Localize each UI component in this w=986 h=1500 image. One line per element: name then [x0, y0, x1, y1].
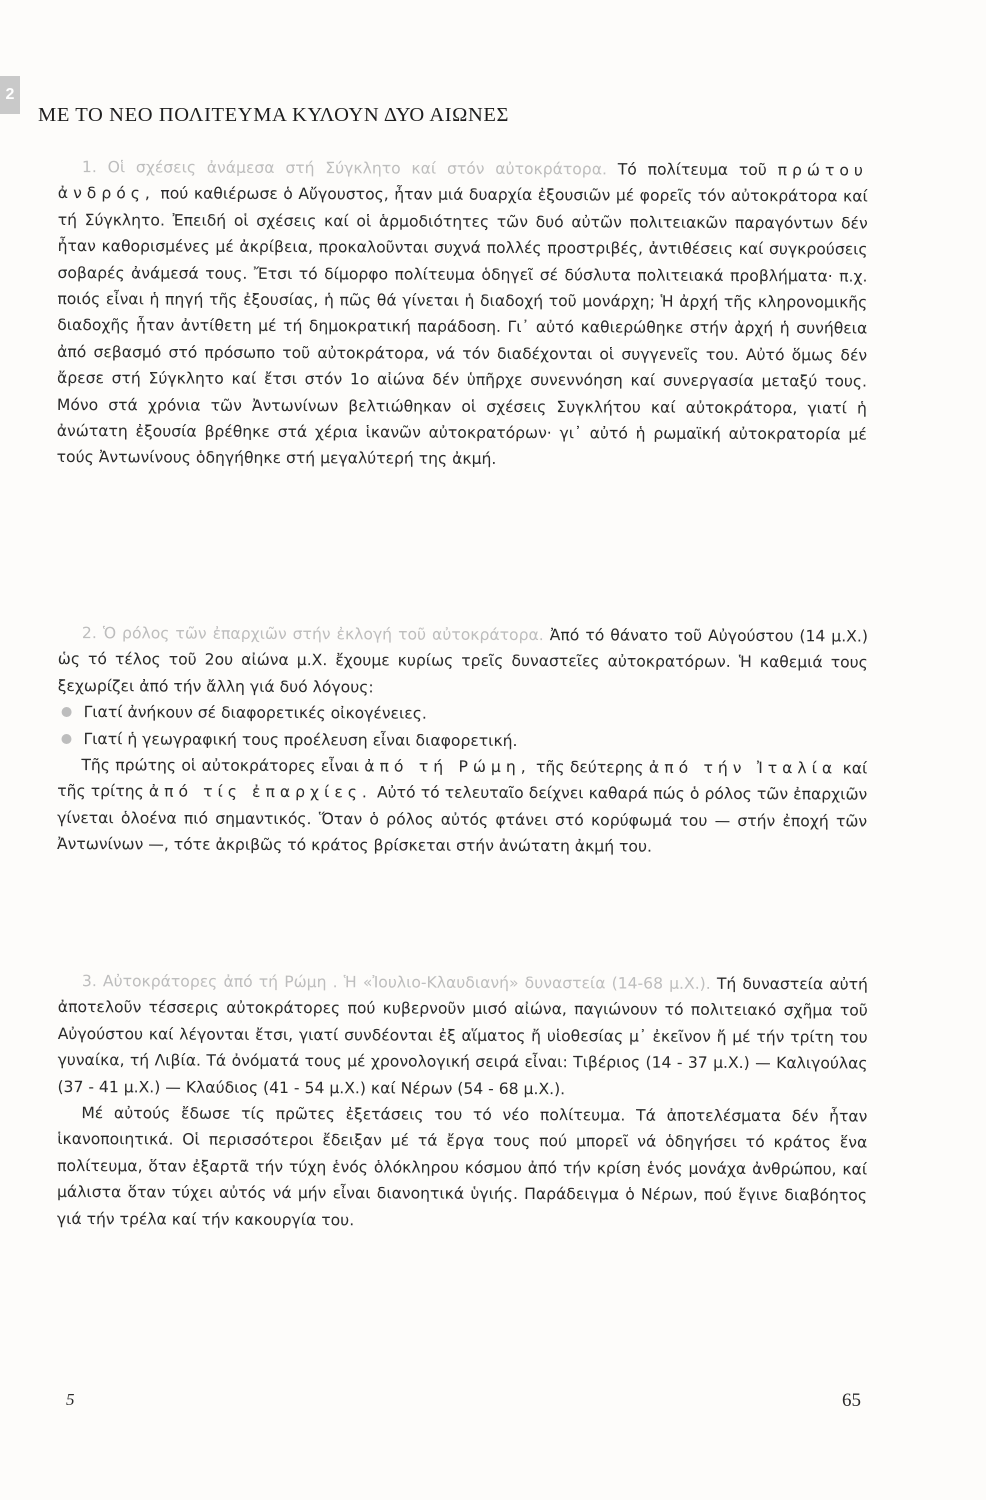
list-item-text: Γιατί ἀνήκουν σέ διαφορετικές οἰκογένειες. [83, 703, 427, 723]
list-item [58, 699, 868, 729]
section-3-paragraph-1 [57, 968, 868, 1104]
chapter-number-tab [0, 76, 20, 114]
section-1-paragraph [57, 154, 868, 474]
section-1 [57, 154, 868, 474]
section-2-heading: 2. Ὁ ρόλος τῶν ἐπαρχιῶν στήν ἐκλογή τοῦ αὐτοκράτορα. [81, 624, 544, 645]
chapter-number: 2 [5, 86, 15, 103]
section-1-heading: 1. Οἱ σχέσεις ἀνάμεσα στή Σύγκλητο καί στόν αὐτοκράτορα. [81, 158, 608, 179]
section-3 [57, 968, 868, 1236]
text-run: Αὐτό τό τελευταῖο δείχνει καθαρά πώς ὁ ρόλος τῶν ἐπαρχιῶν γίνεται ὁλοένα πιό σημαντικός. Ὅταν ὁ ρόλος αὐτός φτάνει στό κορύφωμά του — στήν ἐποχή τῶν Ἀντωνίνων —, τότε ἀκριβῶς τό κράτος βρίσκεται στήν ἀνώτατη ἀκμή του. [56, 783, 868, 856]
list-item-text: Γιατί ἡ γεωγραφική τους προέλευση εἶναι διαφορετική. [83, 729, 518, 750]
section-2-paragraph-1 [58, 620, 868, 703]
section-3-heading: 3. Αὐτοκράτορες ἀπό τή Ρώμη . Ἡ «Ἰουλιο-Κλαυδιανή» δυναστεία (14-68 μ.Χ.). [81, 972, 711, 993]
chapter-title: ΜΕ ΤΟ ΝΕΟ ΠΟΛΙΤΕΥΜΑ ΚΥΛΟΥΝ ΔΥΟ ΑΙΩΝΕΣ [38, 104, 510, 126]
section-3-paragraph-2: Μέ αὐτούς ἔδωσε τίς πρῶτες ἐξετάσεις του τό νέο πολίτευμα. Τά ἀποτελέσματα δέν ἦταν ἱκανοποιητικά. Οἱ περισσότεροι ἔδειξαν μέ τά ἔργα τους πού μπορεῖ νά ὁδηγήσει τό κράτος ἕνα πολίτευμα, ὅταν ἐξαρτᾶ τήν τύχη ἑνός ὁλόκληρου κόσμου ἀπό τήν κρίση ἑνός μονάχα ἀνθρώπου, καί μάλιστα ὅταν τύχει αὐτός νά μήν εἶναι διανοητικά ὑγιής. Παράδειγμα ὁ Νέρων, πού ἔγινε διαβόητος γιά τήν τρέλα καί τήν κακουργία του. [56, 1104, 868, 1229]
emphasis-run: ἀπό τή Ρώμη, [364, 757, 531, 777]
emphasis-run: ἀπό τήν Ἰταλία [648, 758, 838, 778]
reasons-list [57, 699, 867, 755]
list-item [57, 726, 867, 756]
page-number: 65 [842, 1390, 861, 1411]
signature-mark: 5 [66, 1390, 75, 1409]
text-run: καί τῆς τρίτης [57, 759, 868, 801]
section-2 [57, 620, 868, 861]
text-run: Τό πολίτευμα τοῦ [617, 160, 778, 180]
text-run: πού καθιέρωσε ὁ Αὔγουστος, ἦταν μιά δυαρχία ἐξουσιῶν μέ φορεῖς τόν αὐτοκράτορα καί τή Σύγκλητο. Ἐπειδή οἱ σχέσεις καί οἱ ἁρμοδιότητες τῶν δυό αὐτῶν πολιτειακῶν παραγόντων δέν ἦταν καθορισμένες μέ ἀκρίβεια, προκαλοῦνται συχνά πολλές προστριβές, ἀντιθέσεις καί συγκρούσεις σοβαρές ἀνάμεσά τους. Ἔτσι τό δίμορφο πολίτευμα ὁδηγεῖ σέ δύσλυτα πολιτειακά προβλήματα· π.χ. ποιός εἶναι ἡ πηγή τῆς ἐξουσίας, ἡ πῶς θά γίνεται ἡ διαδοχή τοῦ μονάρχη; Ἡ ἀρχή τῆς κληρονομικῆς διαδοχῆς ἦταν ἀντίθετη μέ τή δημοκρατική παράδοση. Γι᾿ αὐτό καθιερώθηκε στήν ἀρχή ἡ συνήθεια ἀπό σεβασμό στό πρόσωπο τοῦ αὐτοκράτορα, νά τόν διαδέχονται οἱ συγγενεῖς του. Αὐτό ὅμως δέν ἄρεσε στή Σύγκλητο καί ἔτσι στόν 1ο αἰώνα δέν ὑπῆρχε συνεννόηση καί συνεργασία μεταξύ τους. Μόνο στά χρόνια τῶν Ἀντωνίνων βελτιώθηκαν οἱ σχέσεις Συγκλήτου καί αὐτοκράτορα, γιατί ἡ ἀνώτατη ἐξουσία βρέθηκε στά χέρια ἱκανῶν αὐτοκρατόρων· γι᾿ αὐτό ἡ ρωμαϊκή αὐτοκρατορία μέ τούς Ἀντωνίνους ὁδηγήθηκε στή μεγαλύτερή της ἀκμή. [56, 184, 868, 469]
bullet-icon [62, 707, 72, 717]
section-2-paragraph-2 [57, 752, 867, 861]
text-run: Ἀπό τό θάνατο τοῦ Αὐγούστου (14 μ.Χ.) ὡς τό τέλος τοῦ 2ου αἰώνα μ.Χ. ἔχουμε κυρίως τρεῖς δυναστεῖες αὐτοκρατόρων. Ἡ καθεμιά τους ξεχωρίζει ἀπό τήν ἄλλη γιά δυό λόγους: [57, 626, 868, 697]
text-run: Τή δυναστεία αὐτή ἀποτελοῦν τέσσερις αὐτοκράτορες πού κυβερνοῦν μισό αἰώνα, παγιώνουν τό πολιτειακό σχῆμα τοῦ Αὐγούστου καί λέγονται ἔτσι, γιατί συνδέονται ἐξ αἵματος ἤ υἱοθεσίας μ᾿ ἐκεῖνον ἤ μέ τήν τρίτη του γυναίκα, τή Λιβία. Τά ὀνόματά τους μέ χρονολογική σειρά εἶναι: Τιβέριος (14 - 37 μ.Χ.) — Καλιγούλας (37 - 41 μ.Χ.) — Κλαύδιος (41 - 54 μ.Χ.) καί Νέρων (54 - 68 μ.Χ.). [57, 974, 868, 1098]
text-run: Τῆς πρώτης οἱ αὐτοκράτορες εἶναι [81, 756, 365, 776]
emphasis-run: πρώτου ἀνδρός, [57, 161, 868, 203]
bullet-icon [61, 734, 71, 744]
emphasis-run: ἀπό τίς ἐπαρχίες. [148, 782, 372, 802]
text-run: τῆς δεύτερης [530, 758, 649, 777]
